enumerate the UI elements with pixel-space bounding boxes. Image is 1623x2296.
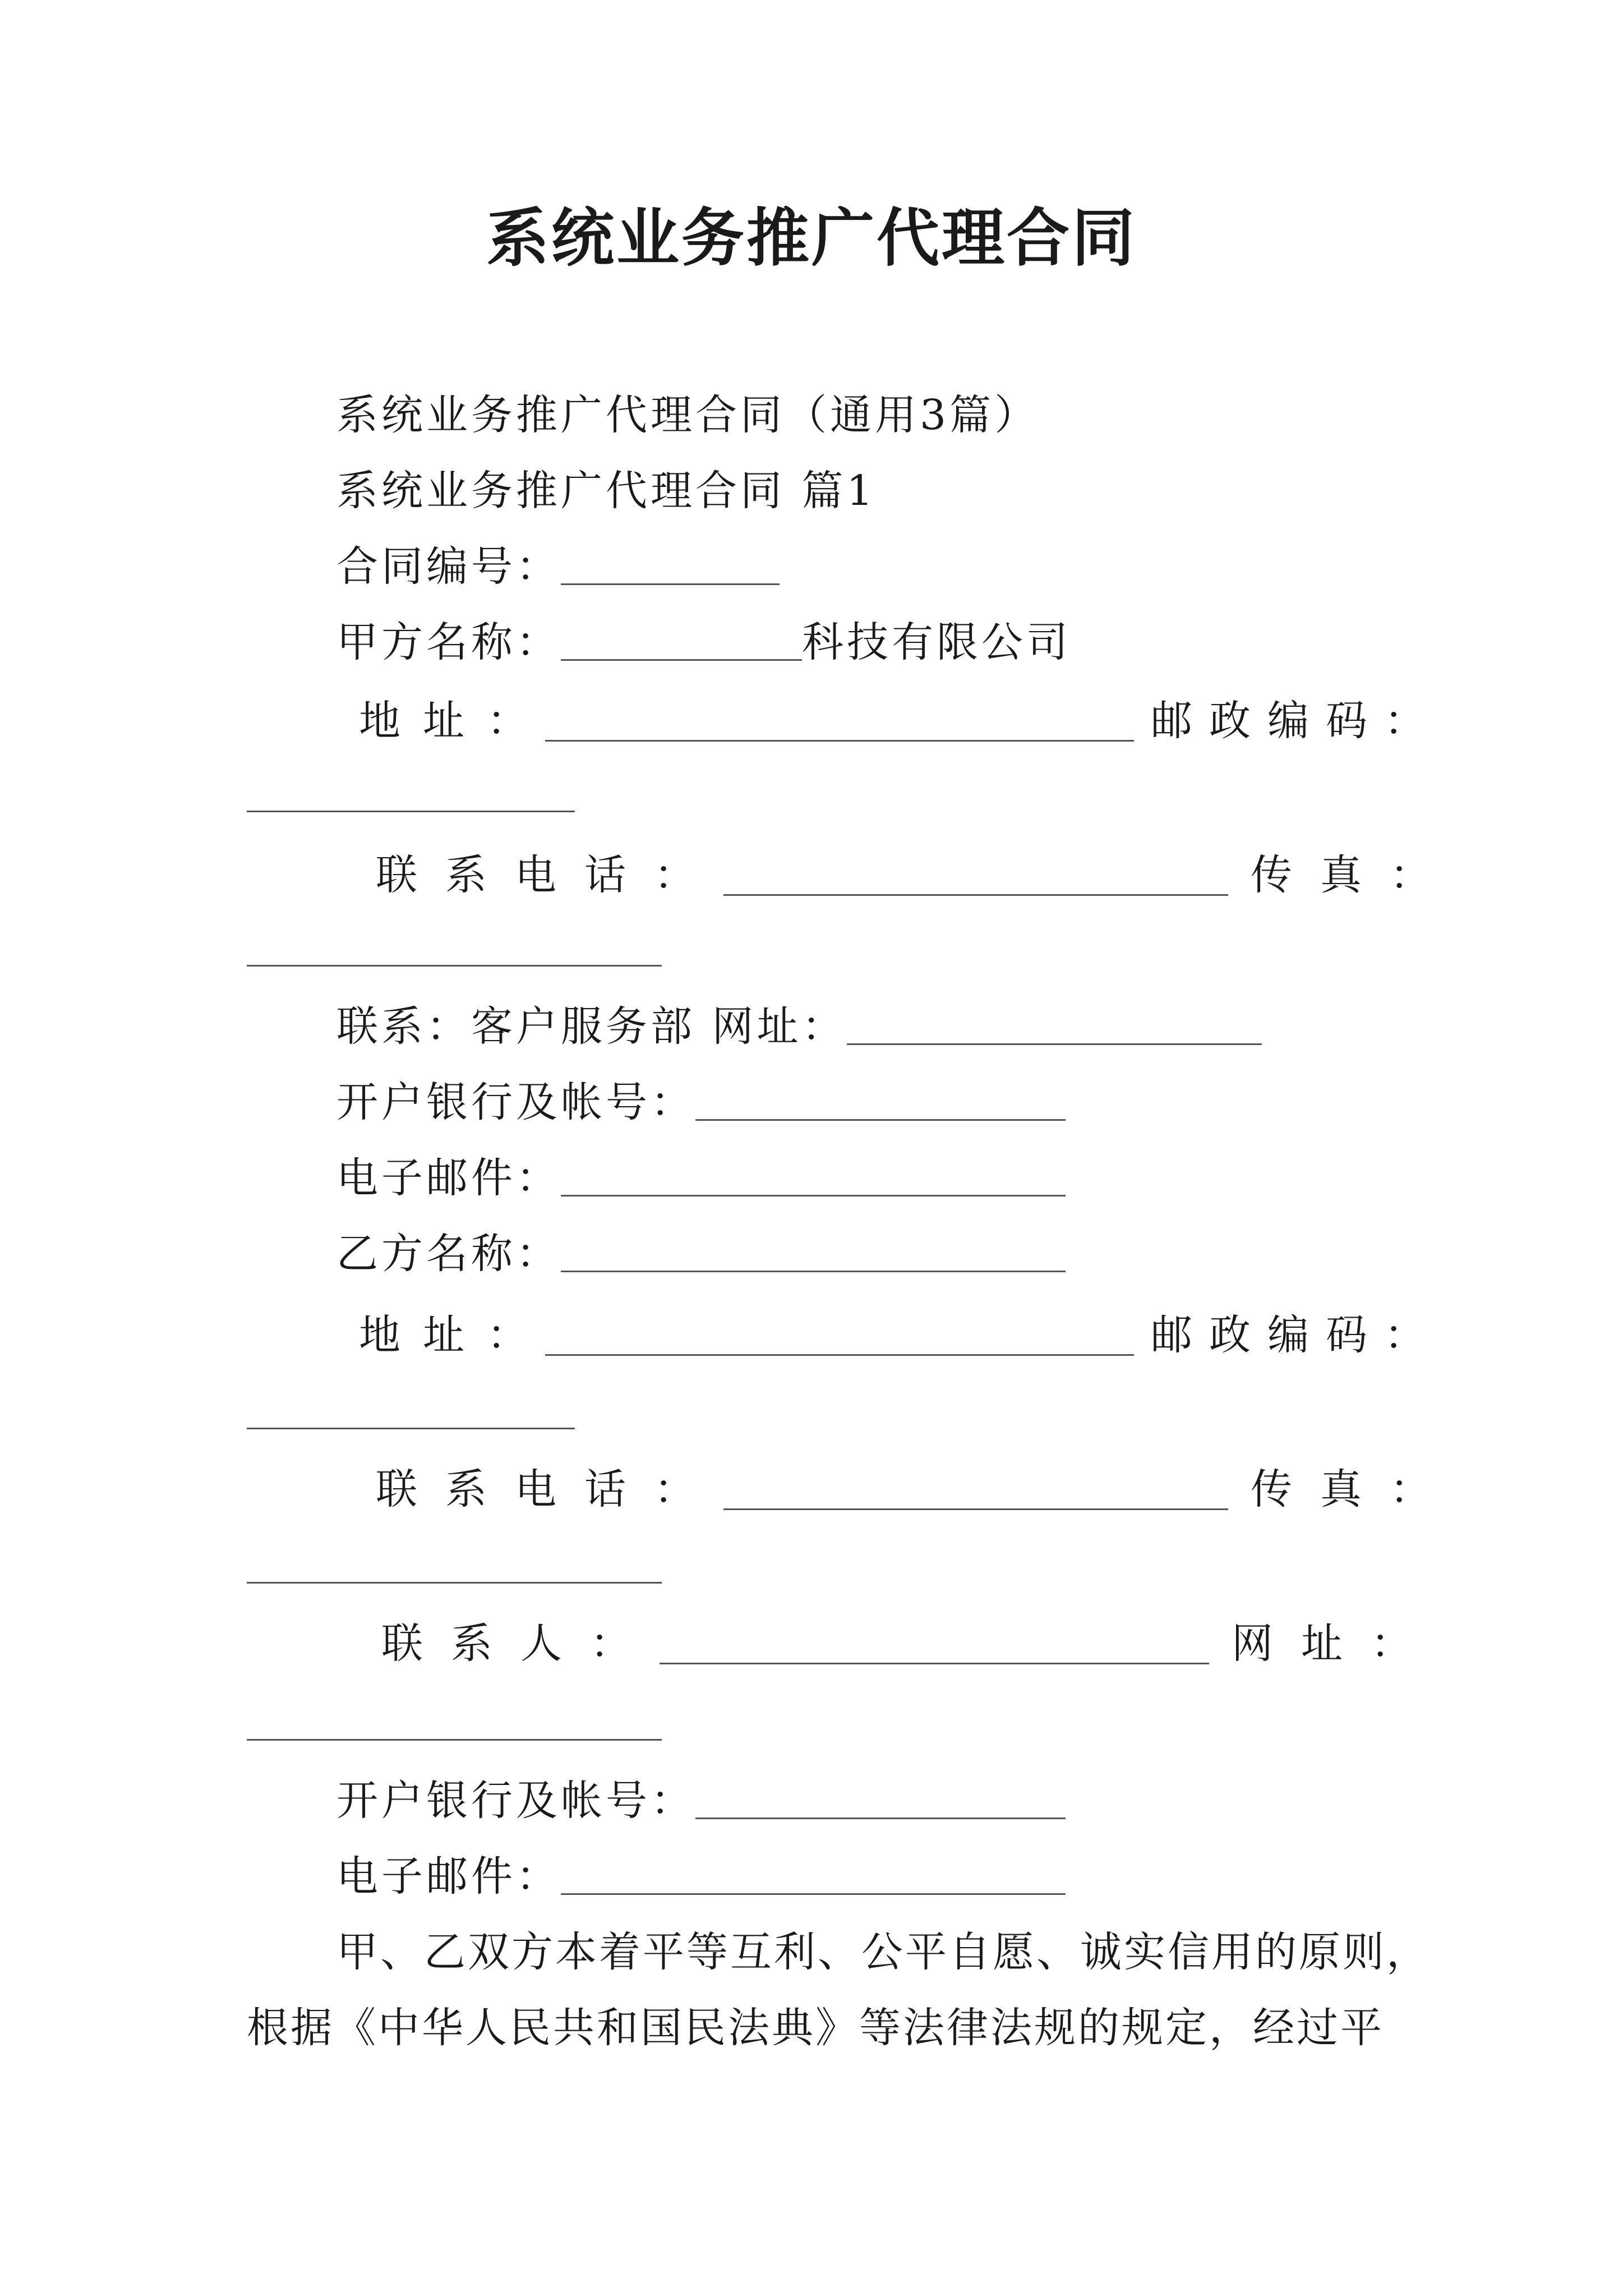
party-a-address-label: 地址：	[359, 697, 551, 745]
party-a-name-blank[interactable]	[561, 620, 802, 661]
party-a-email-row	[336, 1150, 1066, 1206]
party-b-phone-label: 联系电话：	[376, 1465, 723, 1513]
party-a-phone-blank[interactable]	[723, 855, 1228, 896]
party-b-postcode-label: 邮政编码：	[1151, 1311, 1442, 1359]
party-b-name-row	[336, 1226, 1066, 1282]
party-a-contact-text: 联系：客户服务部 网址：	[336, 1002, 847, 1051]
party-a-phone-row	[376, 847, 1459, 903]
subtitle: 系统业务推广代理合同（通用3篇）	[336, 391, 1040, 439]
party-b-fax-blank[interactable]	[247, 1582, 662, 1584]
contract-no-label: 合同编号：	[336, 542, 561, 591]
party-b-bank-blank[interactable]	[695, 1778, 1066, 1819]
party-b-bank-label: 开户银行及帐号：	[336, 1777, 695, 1825]
party-b-address-blank[interactable]	[545, 1315, 1134, 1356]
party-b-website-label: 网址：	[1232, 1619, 1440, 1668]
party-b-name-blank[interactable]	[561, 1231, 1066, 1272]
party-a-phone-label: 联系电话：	[376, 851, 723, 899]
party-b-email-blank[interactable]	[561, 1854, 1066, 1895]
party-a-website-blank[interactable]	[847, 1004, 1262, 1045]
party-a-bank-label: 开户银行及帐号：	[336, 1078, 695, 1126]
party-a-name-row	[336, 614, 1071, 670]
part-heading: 系统业务推广代理合同 篇1	[336, 467, 877, 515]
party-a-address-row	[359, 693, 1442, 749]
party-b-contact-blank[interactable]	[660, 1623, 1209, 1664]
party-a-name-label: 甲方名称：	[336, 618, 561, 666]
party-b-name-label: 乙方名称：	[336, 1230, 561, 1278]
party-b-website-blank[interactable]	[247, 1739, 662, 1741]
party-b-contact-row	[381, 1616, 1440, 1672]
party-b-bank-row	[336, 1773, 1066, 1829]
party-a-postcode-blank[interactable]	[247, 811, 575, 812]
party-a-contact-row	[336, 999, 1262, 1055]
party-a-bank-row	[336, 1074, 1066, 1130]
document-title: 系统业务推广代理合同	[486, 201, 1137, 275]
party-b-phone-row	[376, 1461, 1459, 1517]
body-line-2: 根据《中华人民共和国民法典》等法律法规的规定，经过平	[247, 2004, 1384, 2052]
party-a-fax-blank[interactable]	[247, 965, 662, 967]
contract-no-blank[interactable]	[561, 544, 780, 585]
party-b-phone-blank[interactable]	[723, 1469, 1228, 1510]
contract-no-row	[336, 539, 780, 595]
party-a-email-label: 电子邮件：	[336, 1154, 561, 1202]
party-a-email-blank[interactable]	[561, 1156, 1066, 1197]
party-a-name-suffix: 科技有限公司	[802, 618, 1071, 666]
party-a-address-blank[interactable]	[545, 701, 1134, 742]
party-b-email-label: 电子邮件：	[336, 1852, 561, 1901]
body-line-1: 甲、乙双方本着平等互利、公平自愿、诚实信用的原则，	[336, 1928, 1430, 1976]
party-b-email-row	[336, 1848, 1066, 1904]
party-b-fax-label: 传真：	[1251, 1465, 1459, 1513]
party-b-postcode-blank[interactable]	[247, 1428, 575, 1429]
party-b-address-label: 地址：	[359, 1311, 551, 1359]
party-b-contact-label: 联系人：	[381, 1619, 660, 1668]
party-a-postcode-label: 邮政编码：	[1151, 697, 1442, 745]
party-b-address-row	[359, 1307, 1442, 1363]
party-a-bank-blank[interactable]	[695, 1080, 1066, 1121]
party-a-fax-label: 传真：	[1251, 851, 1459, 899]
